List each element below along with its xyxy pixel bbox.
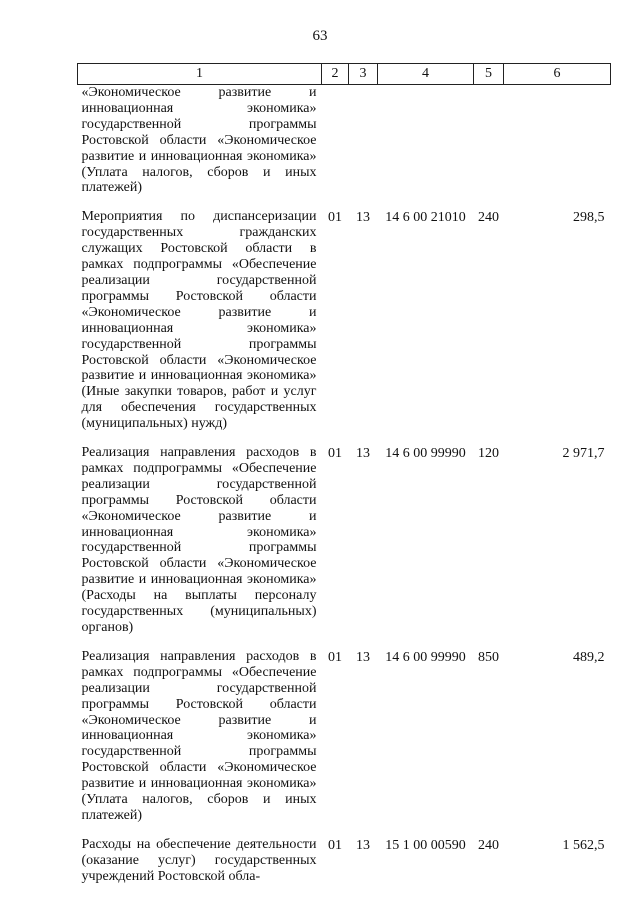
row-expense-type: 850	[478, 649, 499, 665]
row-section: 01	[328, 446, 342, 462]
row-target-code: 14 6 00 21010	[385, 210, 466, 226]
row-subsection: 13	[356, 446, 370, 462]
row-amount: 298,5	[573, 210, 605, 226]
header-cell-3: 3	[349, 64, 378, 85]
row-expense-type: 240	[478, 210, 499, 226]
header-cell-1: 1	[78, 64, 322, 85]
row-description: Реализация направления расходов в рамках подпрограммы «Обеспечение реализации государственной программы Ростовской области «Экономическое развитие и инновационная экономика» государственной программы Ростовской области «Экономическое развитие и инновационная экономика» (Расходы на выплаты персоналу государственных (муниципальных) органов)	[81, 445, 317, 635]
table-header-row	[78, 64, 611, 85]
table-row	[78, 209, 611, 445]
row-expense-type	[474, 85, 504, 210]
row-amount	[504, 85, 611, 210]
row-target-code: 15 1 00 00590	[385, 837, 466, 853]
table-row	[78, 85, 611, 210]
row-expense-type: 240	[478, 837, 499, 853]
table-row	[78, 445, 611, 649]
row-target-code: 14 6 00 99990	[385, 649, 466, 665]
header-cell-5: 5	[474, 64, 504, 85]
row-section	[322, 85, 349, 210]
row-target-code: 14 6 00 99990	[385, 446, 466, 462]
row-subsection: 13	[356, 649, 370, 665]
header-cell-4: 4	[378, 64, 474, 85]
budget-table	[77, 63, 611, 885]
row-description: «Экономическое развитие и инновационная экономика» государственной программы Ростовской области «Экономическое развитие и инновационная экономика» (Уплата налогов, сборов и иных платежей)	[81, 85, 317, 196]
row-section: 01	[328, 837, 342, 853]
header-cell-6: 6	[504, 64, 611, 85]
table-row	[78, 649, 611, 837]
row-amount: 2 971,7	[562, 446, 605, 462]
row-expense-type: 120	[478, 446, 499, 462]
row-description: Реализация направления расходов в рамках подпрограммы «Обеспечение реализации государственной программы Ростовской области «Экономическое развитие и инновационная экономика» государственной программы Ростовской области «Экономическое развитие и инновационная экономика» (Уплата налогов, сборов и иных платежей)	[81, 648, 317, 823]
table-row	[78, 837, 611, 885]
row-section: 01	[328, 649, 342, 665]
row-description: Мероприятия по диспансеризации государственных гражданских служащих Ростовской области в рамках подпрограммы «Обеспечение реализации государственной программы Ростовской области «Экономическое развитие и инновационная экономика» государственной программы Ростовской области «Экономическое развитие и инновационная экономика» (Иные закупки товаров, работ и услуг для обеспечения государственных (муниципальных) нужд)	[81, 209, 317, 432]
row-subsection: 13	[356, 837, 370, 853]
page-number: 63	[312, 28, 328, 44]
row-description: Расходы на обеспечение деятельности (оказание услуг) государственных учреждений Ростовской обла-	[81, 836, 317, 884]
row-amount: 489,2	[573, 649, 605, 665]
row-amount: 1 562,5	[562, 837, 605, 853]
row-subsection: 13	[356, 210, 370, 226]
header-cell-2: 2	[322, 64, 349, 85]
row-target-code	[378, 85, 474, 210]
row-section: 01	[328, 210, 342, 226]
row-subsection	[349, 85, 378, 210]
